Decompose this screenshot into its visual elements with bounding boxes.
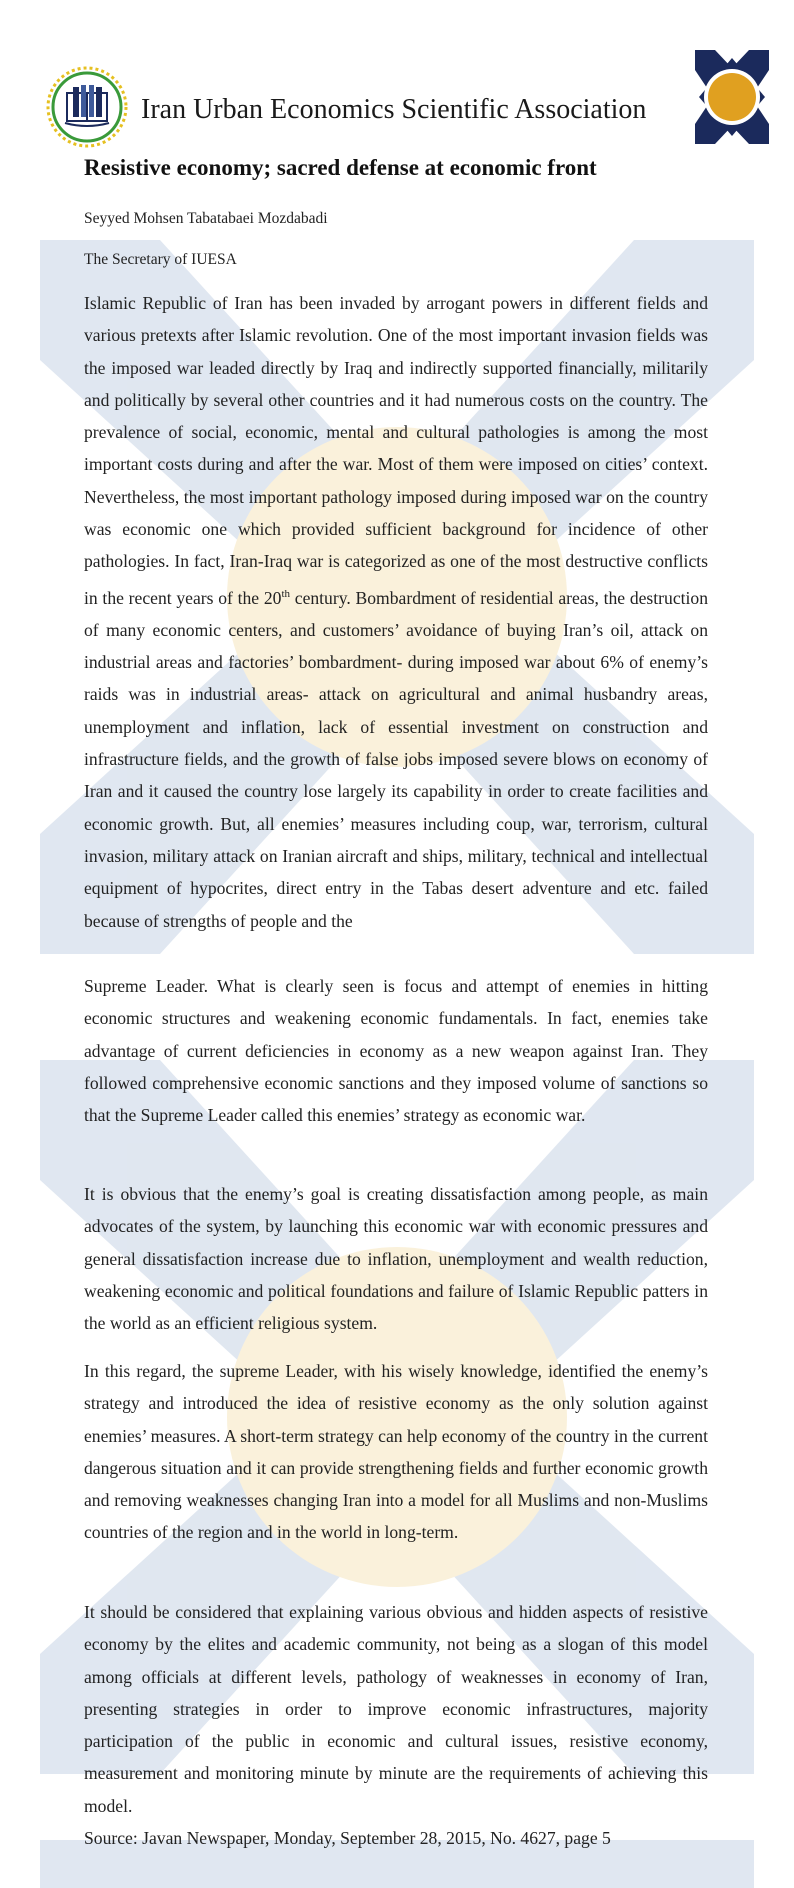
paragraph-1-part-a: Islamic Republic of Iran has been invaded by arrogant powers in different fields and various pretexts after Islamic revolution. One of the most important invasion fields was the imposed war leaded directly by Iraq and indirectly supported financially, militarily and politically by several other countries and it had numerous costs on the country. The prevalence of social, economic, mental and cultural pathologies is among the most important costs during and after the war. Most of them were imposed on cities’ context. Nevertheless, the most important pathology imposed during imposed war on the country was economic one which provided sufficient background for incidence of other pathologies. In fact, Iran-Iraq war is categorized as one of the most destructive conflicts in the recent years of the 20 bbox=[84, 293, 708, 608]
paragraph-1 bbox=[84, 287, 708, 937]
paragraph-5: It should be considered that explaining various obvious and hidden aspects of resistive economy by the elites and academic community, not being as a slogan of this model among officials at different levels, pathology of weaknesses in economy of Iran, presenting strategies in order to improve economic infrastructures, majority participation of the public in economic and cultural issues, resistive economy, measurement and monitoring minute by minute are the requirements of achieving this model. bbox=[84, 1602, 708, 1816]
book-emblem-logo-icon bbox=[45, 65, 129, 149]
association-name: Iran Urban Economics Scientific Association bbox=[141, 94, 647, 125]
paragraph-2: Supreme Leader. What is clearly seen is focus and attempt of enemies in hitting economic structures and weakening economic fundamentals. In fact, enemies take advantage of current deficiencies in economy as a new weapon against Iran. They followed comprehensive economic sanctions and they imposed volume of sanctions so that the Supreme Leader called this enemies’ strategy as economic war. bbox=[84, 976, 708, 1126]
paragraph-1-part-b: century. Bombardment of residential areas, the destruction of many economic centers, and customers’ avoidance of buying Iran’s oil, attack on industrial areas and factories’ bombardment- during imposed war about 6% of enemy’s raids was in industrial areas- attack on agricultural and animal husbandry areas, unemployment and inflation, lack of essential investment on construction and infrastructure fields, and the growth of false jobs imposed severe blows on economy of Iran and it caused the country lose largely its capability in order to create facilities and economic growth. But, all enemies’ measures including coup, war, terrorism, cultural invasion, military attack on Iranian aircraft and ships, military, technical and intellectual equipment of hypocrites, direct entry in the Tabas desert adventure and etc. failed because of strengths of people and the bbox=[84, 587, 708, 931]
article-title: Resistive economy; sacred defense at economic front bbox=[84, 155, 597, 180]
author-role: The Secretary of IUESA bbox=[84, 251, 237, 268]
article-source: Source: Javan Newspaper, Monday, September 28, 2015, No. 4627, page 5 bbox=[84, 1828, 611, 1848]
paragraph-4: In this regard, the supreme Leader, with his wisely knowledge, identified the enemy’s strategy and introduced the idea of resistive economy as the only solution against enemies’ measures. A short-term strategy can help economy of the country in the current dangerous situation and it can provide strengthening fields and further economic growth and removing weaknesses changing Iran into a model for all Muslims and non-Muslims countries of the region and in the world in long-term. bbox=[84, 1361, 708, 1543]
superscript-th: th bbox=[281, 587, 291, 600]
paragraph-3: It is obvious that the enemy’s goal is creating dissatisfaction among people, as main advocates of the system, by launching this economic war with economic pressures and general dissatisfaction increase due to inflation, unemployment and wealth reduction, weakening economic and political foundations and failure of Islamic Republic patters in the world as an efficient religious system. bbox=[84, 1184, 708, 1334]
page-header bbox=[45, 50, 725, 150]
geometric-sun-logo-icon bbox=[687, 50, 777, 144]
article-author: Seyyed Mohsen Tabatabaei Mozdabadi bbox=[84, 210, 328, 227]
